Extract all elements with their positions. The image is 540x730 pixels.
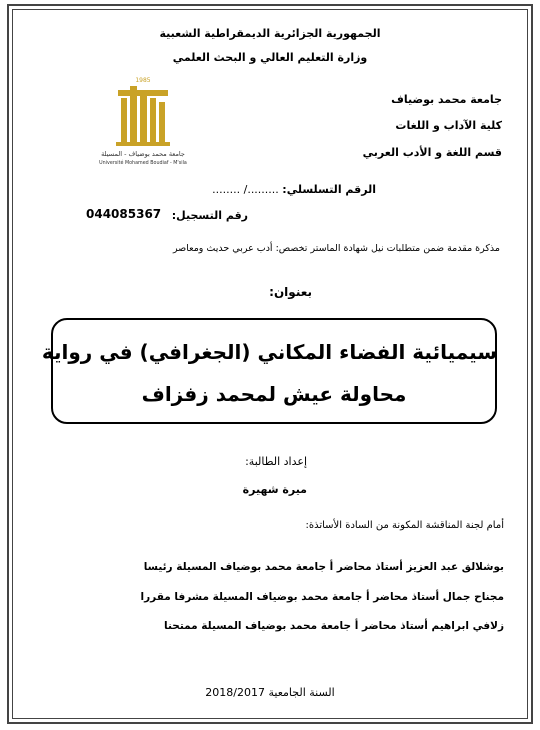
title-box [41, 318, 497, 424]
thesis-title-line-1: سيميائية الفضاء المكاني (الجغرافي) في رواية [41, 340, 497, 364]
registration-label: رقم التسجيل: [171, 209, 248, 222]
registration-number: 044085367 [86, 207, 162, 221]
university-logo [88, 72, 198, 168]
university-name: جامعة محمد بوضياف [391, 93, 502, 106]
logo-name-ar: جامعة محمد بوضياف - المسيلة [101, 150, 185, 158]
titled-label: بعنوان: [269, 285, 312, 299]
memo-description: مذكرة مقدمة ضمن متطلبات نيل شهادة الماستر تخصص: أدب عربي حديث ومعاصر [172, 243, 500, 254]
student-name: ميرة شهيرة [242, 483, 307, 496]
department-name: قسم اللغة و الأدب العربي [362, 146, 502, 159]
republic-name: الجمهورية الجزائرية الديمقراطية الشعبية [159, 27, 381, 40]
logo-year: 1985 [135, 77, 151, 84]
committee-member-president: بوشلالق عبد العزيز أستاذ محاضر أ جامعة محمد بوضياف المسيلة رئيسا [143, 561, 504, 573]
serial-number [212, 184, 376, 195]
faculty-name: كلية الآداب و اللغات [395, 119, 502, 132]
ministry-name: وزارة التعليم العالي و البحث العلمي [172, 51, 368, 64]
serial-label: الرقم التسلسلي: [282, 183, 376, 196]
committee-member-examiner: زلافي ابراهيم أستاذ محاضر أ جامعة محمد بوضياف المسيلة ممتحنا [164, 620, 504, 632]
serial-value: ........./ ........ [212, 183, 279, 196]
committee-member-supervisor: مجناح جمال أستاذ محاضر أ جامعة محمد بوضياف المسيلة مشرفا مقررا [140, 591, 504, 603]
logo-building-icon [116, 86, 170, 146]
thesis-title-line-2: محاولة عيش لمحمد زفزاف [141, 382, 407, 406]
academic-year: السنة الجامعية 2018/2017 [205, 686, 335, 699]
prepared-by-label: إعداد الطالبة: [245, 455, 307, 468]
committee-intro: أمام لجنة المناقشة المكونة من السادة الأساتذة: [305, 520, 504, 531]
logo-name-fr: Université Mohamed Boudiaf - M'sila [99, 161, 187, 166]
